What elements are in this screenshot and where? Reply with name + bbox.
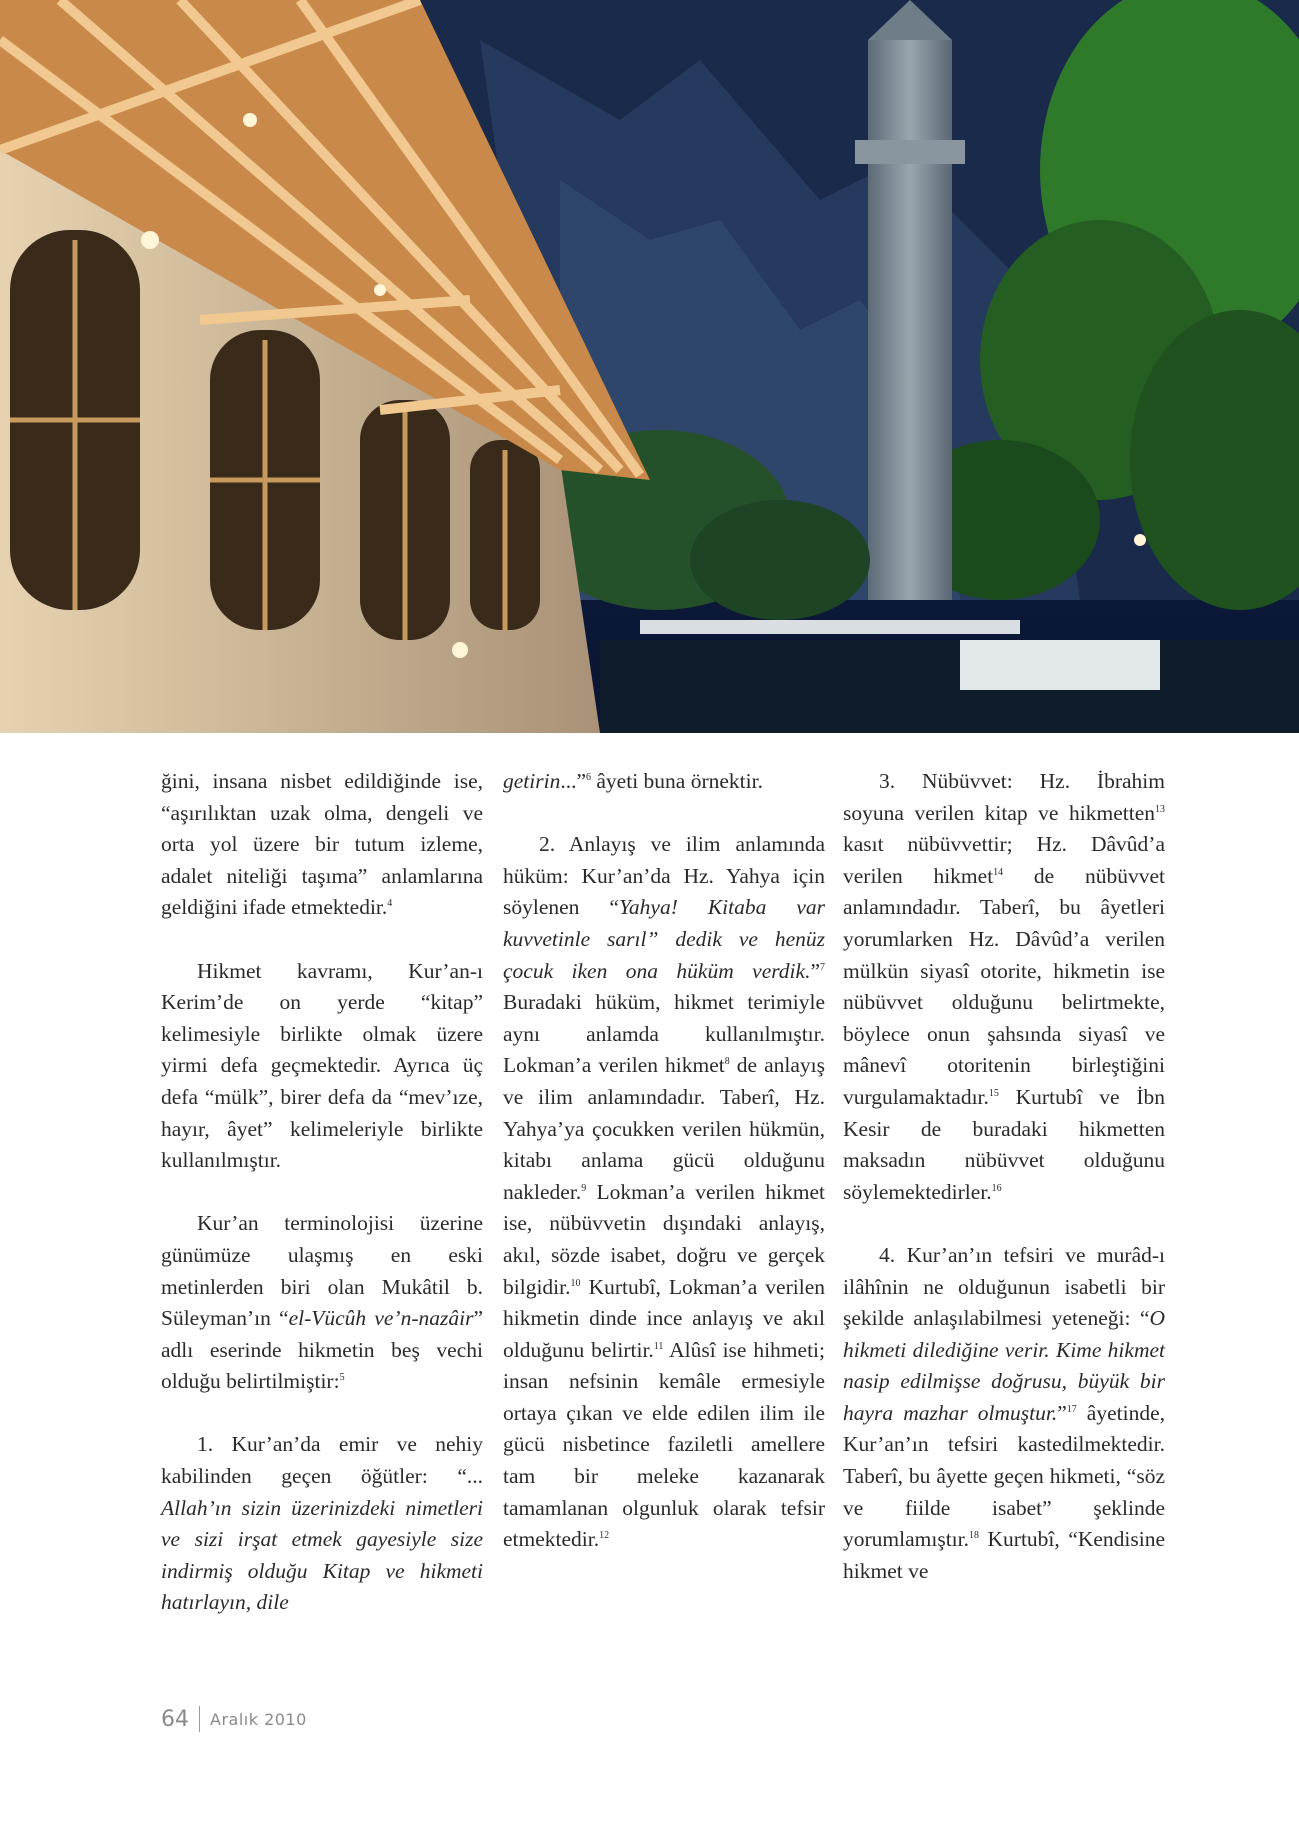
paragraph: Hikmet kavramı, Kur’an-ı Kerim’de on yerde “kitap” kelimesiyle birlikte olmak üzere yirmi defa geçmektedir. Ayrıca üç defa “mülk”, birer defa da “mev’ıze, hayır, âyet” kelimeleriyle birlikte kullanılmıştır. <box>161 958 483 1173</box>
text-column-2 <box>503 766 825 1587</box>
page-number: 64 <box>161 1706 189 1732</box>
text-column-1 <box>161 766 483 1651</box>
footer-divider <box>199 1706 200 1732</box>
mosque-night-photo-icon <box>0 0 1299 733</box>
paragraph: getirin...”$^6$ âyeti buna örnektir. <box>503 769 763 793</box>
paragraph: ğini, insana nisbet edildiğinde ise, “aşırılıktan uzak olma, dengeli ve orta yol üzere bir tutum izleme, adalet niteliği taşıma” anlamlarına geldiğini ifade etmektedir.$^4$ <box>161 769 483 920</box>
page-footer <box>161 1706 307 1732</box>
paragraph: Kur’an terminolojisi üzerine günümüze ulaşmış en eski metinlerden biri olan Mukâtil b. Süleyman’ın “el-Vücûh ve’n-nazâir” adlı eserinde hikmetin beş vechi olduğu belirtilmiştir:$^5$ <box>161 1211 483 1394</box>
issue-date: Aralık 2010 <box>210 1709 307 1729</box>
paragraph: 1. Kur’an’da emir ve nehiy kabilinden geçen öğütler: “... Allah’ın sizin üzerinizdeki nimetleri ve sizi irşat etmek gayesiyle size indirmiş olduğu Kitap ve hikmeti hatırlayın, dile <box>161 1432 483 1615</box>
paragraph: 3. Nübüvvet: Hz. İbrahim soyuna verilen kitap ve hikmetten$^{13}$ kasıt nübüvvettir; Hz. Dâvûd’a verilen hikmet$^{14}$ de nübüvvet anlamındadır. Taberî, bu âyetleri yorumlarken Hz. Dâvûd’a verilen mülkün siyasî otorite, hikmetin ise nübüvvet olduğunu belirtmekte, böylece onun şahsında siyasî ve mânevî otoritenin birleştiğini vurgulamaktadır.$^{15}$ Kurtubî ve İbn Kesir de buradaki hikmetten maksadın nübüvvet olduğunu söylemektedirler.$^{16}$ <box>843 769 1166 1204</box>
header-photo <box>0 0 1299 733</box>
paragraph: 4. Kur’an’ın tefsiri ve murâd-ı ilâhînin ne olduğunun isabetli bir şekilde anlaşılabilmesi yeteneği: “O hikmeti dilediğine verir. Kime hikmet nasip edilmişse doğrusu, büyük bir hayra mazhar olmuştur.”$^{17}$ âyetinde, Kur’an’ın tefsiri kastedilmektedir. Taberî, bu âyette geçen hikmeti, “söz ve fiilde isabet” şeklinde yorumlamıştır.$^{18}$ Kurtubî, “Kendisine hikmet ve <box>843 1242 1165 1583</box>
text-column-3 <box>843 766 1165 1619</box>
paragraph: 2. Anlayış ve ilim anlamında hüküm: Kur’an’da Hz. Yahya için söylenen “Yahya! Kitaba var kuvvetinle sarıl” dedik ve henüz çocuk iken ona hüküm verdik.”$^7$ Buradaki hüküm, hikmet terimiyle aynı anlamda kullanılmıştır. Lokman’a verilen hikmet$^8$ de anlayış ve ilim anlamındadır. Taberî, Hz. Yahya’ya çocukken verilen hükmün, kitabı anlama gücü olduğunu nakleder.$^9$ Lokman’a verilen hikmet ise, nübüvvetin dışındaki anlayış, akıl, sözde isabet, doğru ve gerçek bilgidir.$^{10}$ Kurtubî, Lokman’a verilen hikmetin dinde ince anlayış ve akıl olduğunu belirtir.$^{11}$ Alûsî ise hihmeti; insan nefsinin kemâle ermesiyle ortaya çıkan ve elde edilen ilim ile gücü nisbetince faziletli amellere tam bir meleke kazanarak tamamlanan olgunluk olarak tefsir etmektedir.$^{12}$ <box>503 832 825 1552</box>
